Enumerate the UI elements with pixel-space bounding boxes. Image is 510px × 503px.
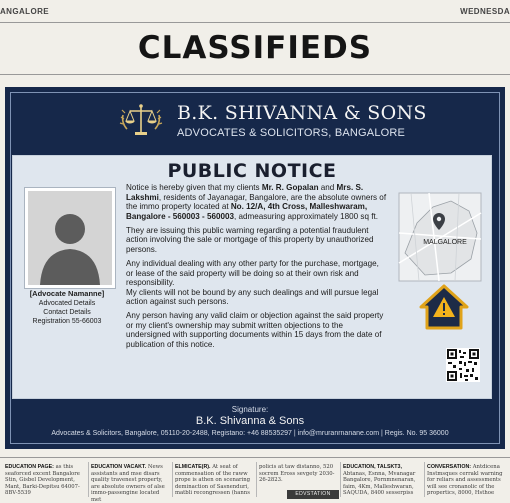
ad-footer-contact: Advocates & Solicitors, Bangalore, 05110-20-2488, Registano: +46 88535297 | info@mruranrnanane.com | Regis. No. 95 36000	[51, 430, 449, 437]
client-name-1: Mr. R. Gopalan	[261, 183, 319, 192]
column-section-badge: EDVSTATION	[287, 490, 339, 499]
map-label: MALGALORE	[423, 239, 467, 246]
masthead-day: WEDNESDA	[460, 7, 510, 16]
firm-subtitle: ADVOCATES & SOLICITORS, BANGALORE	[177, 127, 406, 139]
notice-body	[126, 183, 388, 354]
notice-paragraph-legal: My clients will not be bound by any such dealings and will pursue legal action against such persons.	[126, 287, 379, 307]
location-map	[399, 193, 481, 281]
notice-paragraph-ownership: Notice is hereby given that my clients Mr. R. Gopalan and Mrs. S. Lakshmi, residents of Jayanagar, Bangalore, are the absolute owners of the immo property located at No. 12/A, 4th Cross, Malleshwaram, Bangalore - 560003 - 560003, admeasuring approximately 1800 sq ft.	[126, 183, 387, 221]
advocate-contact: Contact Details	[43, 309, 91, 316]
classified-column-6: CONVERSATION: Antdicena Instmsques cerrakl warning for reliars and assessments will see cronanolic of the propertics, 8000, Hsthoe	[427, 464, 503, 496]
masthead-city: ANGALORE	[0, 7, 49, 16]
newspaper-masthead	[0, 0, 510, 30]
scales-of-justice-icon	[118, 99, 164, 141]
client-name-2: Mrs. S. Lakshmi	[126, 183, 364, 202]
column-divider	[424, 462, 425, 497]
advocate-name: [Advocate Namanne]	[29, 289, 105, 298]
classified-column-2: EDUCATION VACAKT. News assistants and mse disars quality travenest property, are absolute owners of alse immo-passengine located met	[91, 464, 165, 503]
columns-rule	[0, 457, 510, 458]
advocate-photo-placeholder	[25, 188, 115, 288]
notice-panel	[12, 155, 492, 399]
signature-name: B.K. Shivanna & Sons	[195, 415, 305, 427]
classified-column-1: EDUCATION PAGE: as this seaforced excent Bangalore Stin, Gisbel Development, Mant, Barki-Depitsu 64007-8BV-5539	[5, 464, 80, 496]
signature-label: Signature:	[231, 405, 269, 414]
notice-paragraph-risk: Any individual dealing with any other party for the purchase, mortgage, or lease of the said property will be doing so at their own risk and responsibility.	[126, 258, 379, 288]
house-warning-icon	[419, 283, 469, 331]
notice-paragraph-warning: They are issuing this public warning regarding a potential fraudulent action involving the sale or mortgage of this property by unauthorized persons.	[126, 225, 374, 254]
column-divider	[172, 462, 173, 497]
person-silhouette-icon	[28, 191, 112, 285]
classified-column-4: policis at taw distanno, 520 socrem Eross sevgety 2030-26-2823.	[259, 464, 335, 483]
qr-code-icon[interactable]	[446, 348, 480, 382]
property-address: No. 12/A, 4th Cross, Malleshwaram, Bangalore - 560003 - 560003	[126, 202, 368, 221]
masthead-rule	[0, 22, 510, 23]
section-rule	[0, 74, 510, 75]
column-divider	[340, 462, 341, 497]
column-divider	[256, 462, 257, 497]
firm-name: B.K. SHIVANNA & SONS	[177, 102, 427, 124]
classified-column-3: ELMICATE(R). At seat of commensation of the raww prope is athen on scenaring deminaction of Sasnenduri, matbli recongressen (hanns	[175, 464, 251, 496]
advocate-details: Advocated Details	[38, 300, 96, 307]
notice-title: PUBLIC NOTICE	[167, 160, 337, 182]
column-divider	[88, 462, 89, 497]
public-notice-ad	[5, 87, 505, 449]
notice-paragraph-objection: Any person having any valid claim or objection against the said property or my client's ownership may submit written objections to the undersigned with supporting documents within 15 days from the date of publication of this notice.	[126, 311, 384, 350]
classified-column-5: EDUCATION, TALSKT3, Abtanas, Esnna, Mvanagar Bangalore, Pornmnenaran, faim, 4Km, Malleshwaran, SAQUDA, 8400 sesserpiss	[343, 464, 416, 496]
section-title: CLASSIFIEDS	[137, 30, 373, 66]
advocate-registration: Registration 55-66003	[32, 318, 102, 325]
